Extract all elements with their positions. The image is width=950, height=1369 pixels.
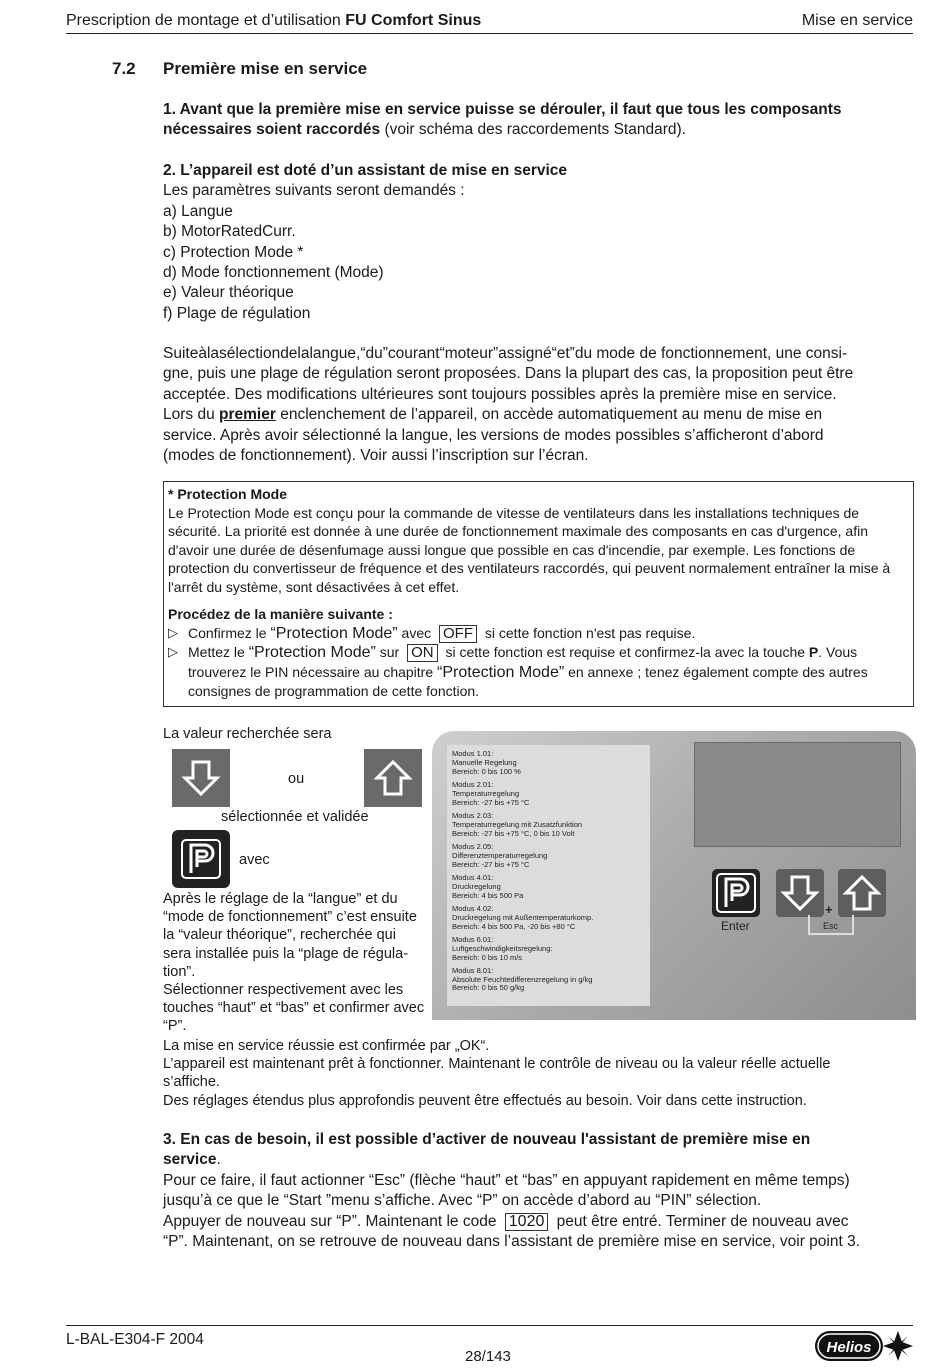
s3-line: “P”. Maintenant, on se retrouve de nouveau dans l’assistant de première mise en service, voir point 3. [163, 1233, 861, 1251]
protection-text: Le Protection Mode est conçu pour la commande de vitesse de ventilateurs dans les installations techniques de sécurité. La priorité est donnée à une durée de fonctionnement maximale des composants en cas d'urgence, afin d'avoir une durée de désenfumage aussi longue que possible en cas d'incendie, par exemple. Les fonctions de protection du convertisseur de fréquence et des ventilateurs raccordés, qui peuvent normalement entraîner la mise à l'arrêt du système, sont désactivées à cet effet. [168, 504, 891, 595]
footer-rule [66, 1325, 913, 1326]
p3-line: (modes de fonctionnement). Voir aussi l’inscription sur l’écran. [163, 447, 589, 465]
param-item: a) Langue [163, 202, 233, 220]
mode-item: Modus 4.01: Druckregelung Bereich: 4 bis 500 Pa [452, 872, 524, 900]
param-item: d) Mode fonctionnement (Mode) [163, 264, 384, 282]
s3-line: jusqu’à ce que le “Start ”menu s’affiche. Avec “P” on accède d’abord au “PIN” sélection. [163, 1192, 762, 1210]
protection-mode-box [163, 481, 914, 707]
procedure-step-1: ▷ Confirmez le “Protection Mode” avec OFF si cette fonction n'est pas requise. [168, 624, 696, 642]
triangle-bullet-icon: ▷ [168, 644, 178, 659]
section-title: Première mise en service [163, 59, 368, 78]
mode-list [447, 745, 650, 1006]
esc-label: Esc [823, 921, 839, 931]
s3-title: 3. En cas de besoin, il est possible d’activer de nouveau l'assistant de première mise en [163, 1131, 811, 1148]
paragraph-1: 1. Avant que la première mise en service puisse se dérouler, il faut que tous les composants nécessaires soient raccordés (voir schéma des raccordements Standard). [163, 101, 842, 139]
or-label: ou [288, 771, 305, 787]
device-p-key-icon [712, 869, 760, 917]
p3-line: acceptée. Des modifications ultérieures sont toujours possibles après la première mise en service. [163, 385, 837, 403]
p3-line: gne, puis une plage de régulation seront proposées. Dans la plupart des cas, la proposition peut être [163, 365, 854, 383]
mode-item: Modus 8.01: Absolute Feuchtedifferenzregelung in g/kg Bereich: 0 bis 50 g/kg [452, 965, 593, 993]
arrow-up-icon [364, 749, 422, 807]
value-label: La valeur recherchée sera [163, 726, 332, 742]
p2-intro: Les paramètres suivants seront demandés : [163, 182, 465, 200]
mode-item: Modus 6.01: Luftgeschwindigkeitsregelung: Bereich: 0 bis 10 m/s [452, 934, 553, 962]
mode-item: Modus 2.01: Temperaturregelung Bereich: -27 bis +75 °C [452, 779, 530, 807]
device-arrow-up-icon [838, 869, 886, 917]
key-on: ON [407, 644, 438, 662]
paragraph-3 [163, 344, 915, 466]
p2-title: 2. L’appareil est doté d’un assistant de mise en service [163, 162, 568, 179]
param-item: b) MotorRatedCurr. [163, 223, 296, 241]
apres-paragraph: Après le réglage de la “langue” et du “mode de fonctionnement” c’est ensuite la “valeur théorique”, recherchée qui sera installée puis la “plage de régula- tion”. Sélectionner respectivement avec les touches “haut” et “bas” et confirmer avec “P”. [163, 891, 425, 1035]
p-key-icon [172, 830, 230, 888]
header-title: Prescription de montage et d’utilisation FU Comfort Sinus [66, 12, 482, 29]
p3-line: Lors du premier enclenchement de l’appareil, on accède automatiquement au menu de mise en [163, 406, 823, 424]
plus-label: + [825, 902, 833, 917]
key-off: OFF [439, 625, 477, 643]
document-code: L-BAL-E304-F 2004 [66, 1331, 204, 1348]
device-arrow-down-icon [776, 869, 824, 917]
s3-title-end: service. [163, 1151, 221, 1169]
mode-item: Modus 4.02: Druckregelung mit Außentemperaturkomp. Bereich: 4 bis 500 Pa, -20 bis +80 °C [452, 903, 594, 931]
selected-label: sélectionnée et validée [221, 809, 369, 825]
helios-logo [814, 1328, 914, 1364]
code-box: 1020 [505, 1213, 549, 1231]
svg-text:Helios: Helios [826, 1339, 872, 1356]
enter-label: Enter [721, 919, 750, 933]
mode-item: Modus 2.05: Differenztemperaturregelung Bereich: -27 bis +75 °C [452, 841, 548, 869]
mode-item: Modus 1.01: Manuelle Regelung Bereich: 0 bis 100 % [452, 749, 521, 776]
paragraph-2 [163, 161, 915, 324]
protection-title: * Protection Mode [168, 486, 288, 502]
p3-line: Suiteàlasélectiondelalangue,“du”courant“moteur”assigné“et”du mode de fonctionnement, une consi- [163, 345, 848, 362]
param-item: c) Protection Mode * [163, 243, 304, 261]
confirmation-paragraph: La mise en service réussie est confirmée par „OK“. L’appareil est maintenant prêt à fonctionner. Maintenant le contrôle de niveau ou la valeur réelle actuelle s’affiche. Des réglages étendus plus approfondis peuvent être effectués au besoin. Voir dans cette instruction. [163, 1038, 831, 1109]
param-item: f) Plage de régulation [163, 304, 311, 322]
section-number: 7.2 [112, 59, 136, 78]
page-number: 28/143 [465, 1348, 511, 1365]
paragraph-section-3 [163, 1130, 915, 1252]
procedure-title: Procédez de la manière suivante : [168, 606, 393, 622]
with-label: avec [239, 852, 270, 868]
p3-line: service. Après avoir sélectionné la langue, les versions de modes possibles s’afficheront d’abord [163, 426, 824, 444]
mode-item: Modus 2.03: Temperaturregelung mit Zusatzfunktion Bereich: -27 bis +75 °C, 0 bis 10 Volt [452, 810, 583, 838]
s3-line: Pour ce faire, il faut actionner “Esc” (flèche “haut” et “bas” en appuyant rapidement en même temps) [163, 1171, 850, 1189]
header-rule [66, 33, 913, 34]
triangle-bullet-icon: ▷ [168, 624, 178, 640]
procedure-step-2: ▷ Mettez le “Protection Mode” sur ON si cette fonction est requise et confirmez-la avec la touche P. Vous trouverez le PIN nécessaire au chapitre “Protection Mode” en annexe ; tenez également compte des autres consignes de programmation de cette fonction. [168, 644, 868, 699]
device-display [694, 742, 901, 847]
s3-line: Appuyer de nouveau sur “P”. Maintenant le code 1020 peut être entré. Terminer de nouveau avec [163, 1212, 849, 1230]
header-section: Mise en service [801, 12, 913, 29]
arrow-down-icon [172, 749, 230, 807]
param-item: e) Valeur théorique [163, 284, 294, 302]
